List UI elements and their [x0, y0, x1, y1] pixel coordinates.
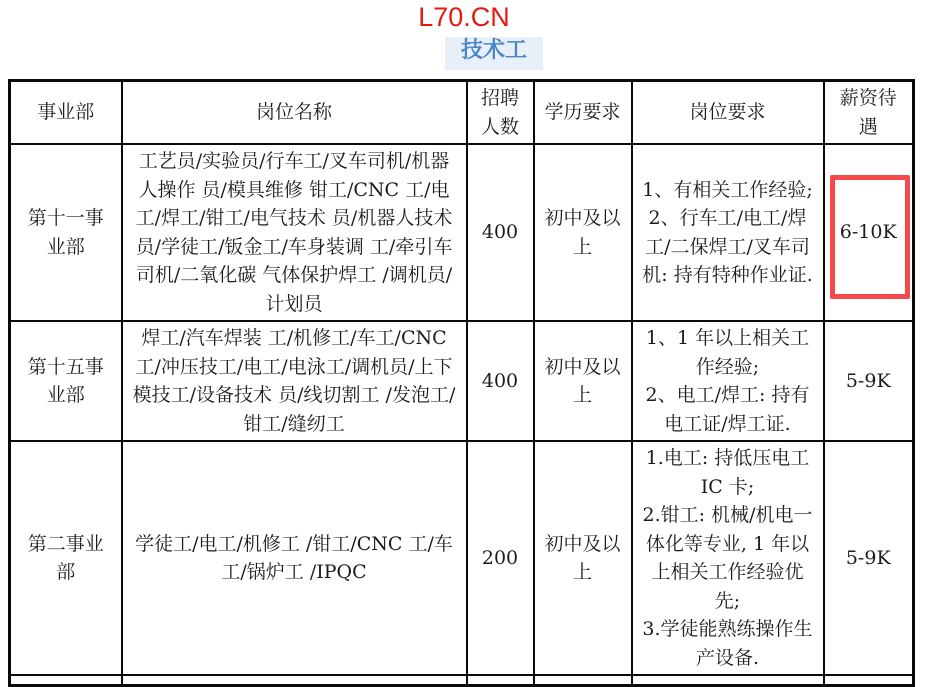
requirements-cell — [632, 441, 824, 675]
requirements-cell — [632, 321, 824, 441]
table-row — [10, 144, 914, 321]
education-cell: 初中及以上 — [534, 321, 632, 441]
table-header-row — [10, 81, 914, 145]
headcount-cell: 400 — [467, 321, 534, 441]
requirement-item: 1.电工: 持低压电工 IC 卡; — [645, 447, 810, 498]
positions-cell: 学徒工/电工/机修工 /钳工/CNC 工/车工/锅炉工 /IPQC — [122, 441, 467, 675]
headcount-cell: 200 — [467, 441, 534, 675]
empty-cell — [10, 675, 122, 685]
requirements-cell — [632, 144, 824, 321]
table-row-cutoff — [10, 675, 914, 685]
empty-cell — [467, 675, 534, 685]
requirement-item: 3.学徒能熟练操作生产设备. — [642, 618, 813, 669]
column-header-headcount: 招聘人数 — [467, 81, 534, 145]
jobs-table — [8, 79, 915, 687]
salary-cell — [824, 441, 914, 675]
salary-value: 5-9K — [845, 546, 891, 569]
empty-cell — [824, 675, 914, 685]
requirement-item: 2.钳工: 机械/机电一体化等专业, 1 年以上相关工作经验优 先; — [642, 504, 813, 612]
division-cell: 第十一事业部 — [10, 144, 122, 321]
requirement-item: 1、有相关工作经验; — [642, 178, 813, 201]
column-header-positions: 岗位名称 — [122, 81, 467, 145]
page-title: L70.CN — [418, 2, 510, 32]
requirement-item: 2、行车工/电工/焊工/二保焊工/叉车司机: 持有特种作业证. — [642, 207, 813, 286]
column-header-salary: 薪资待遇 — [824, 81, 914, 145]
positions-cell: 工艺员/实验员/行车工/叉车司机/机器人操作 员/模具维修 钳工/CNC 工/电工/焊工/钳工/电气技术 员/机器人技术员/学徒工/钣金工/车身装调 工/牵引车司机/二氧化碳 气体保护焊工 /调机员/计划员 — [122, 144, 467, 321]
category-tag: 技术工 — [445, 37, 543, 70]
division-cell: 第二事业部 — [10, 441, 122, 675]
education-cell: 初中及以上 — [534, 441, 632, 675]
column-header-requirements: 岗位要求 — [632, 81, 824, 145]
table-row — [10, 321, 914, 441]
subtitle-row — [0, 37, 928, 71]
empty-cell — [122, 675, 467, 685]
empty-cell — [534, 675, 632, 685]
requirement-item: 2、电工/焊工: 持有电工证/焊工证. — [645, 384, 810, 435]
column-header-education: 学历要求 — [534, 81, 632, 145]
education-cell: 初中及以上 — [534, 144, 632, 321]
salary-value: 6-10K — [839, 221, 897, 244]
salary-cell — [824, 144, 914, 321]
salary-value: 5-9K — [845, 369, 891, 392]
salary-cell — [824, 321, 914, 441]
column-header-division: 事业部 — [10, 81, 122, 145]
table-row — [10, 441, 914, 675]
requirement-item: 1、1 年以上相关工作经验; — [645, 327, 810, 378]
division-cell: 第十五事业部 — [10, 321, 122, 441]
empty-cell — [632, 675, 824, 685]
headcount-cell: 400 — [467, 144, 534, 321]
positions-cell: 焊工/汽车焊装 工/机修工/车工/CNC 工/冲压技工/电工/电泳工/调机员/上下模技工/设备技术 员/线切割工 /发泡工/钳工/缝纫工 — [122, 321, 467, 441]
